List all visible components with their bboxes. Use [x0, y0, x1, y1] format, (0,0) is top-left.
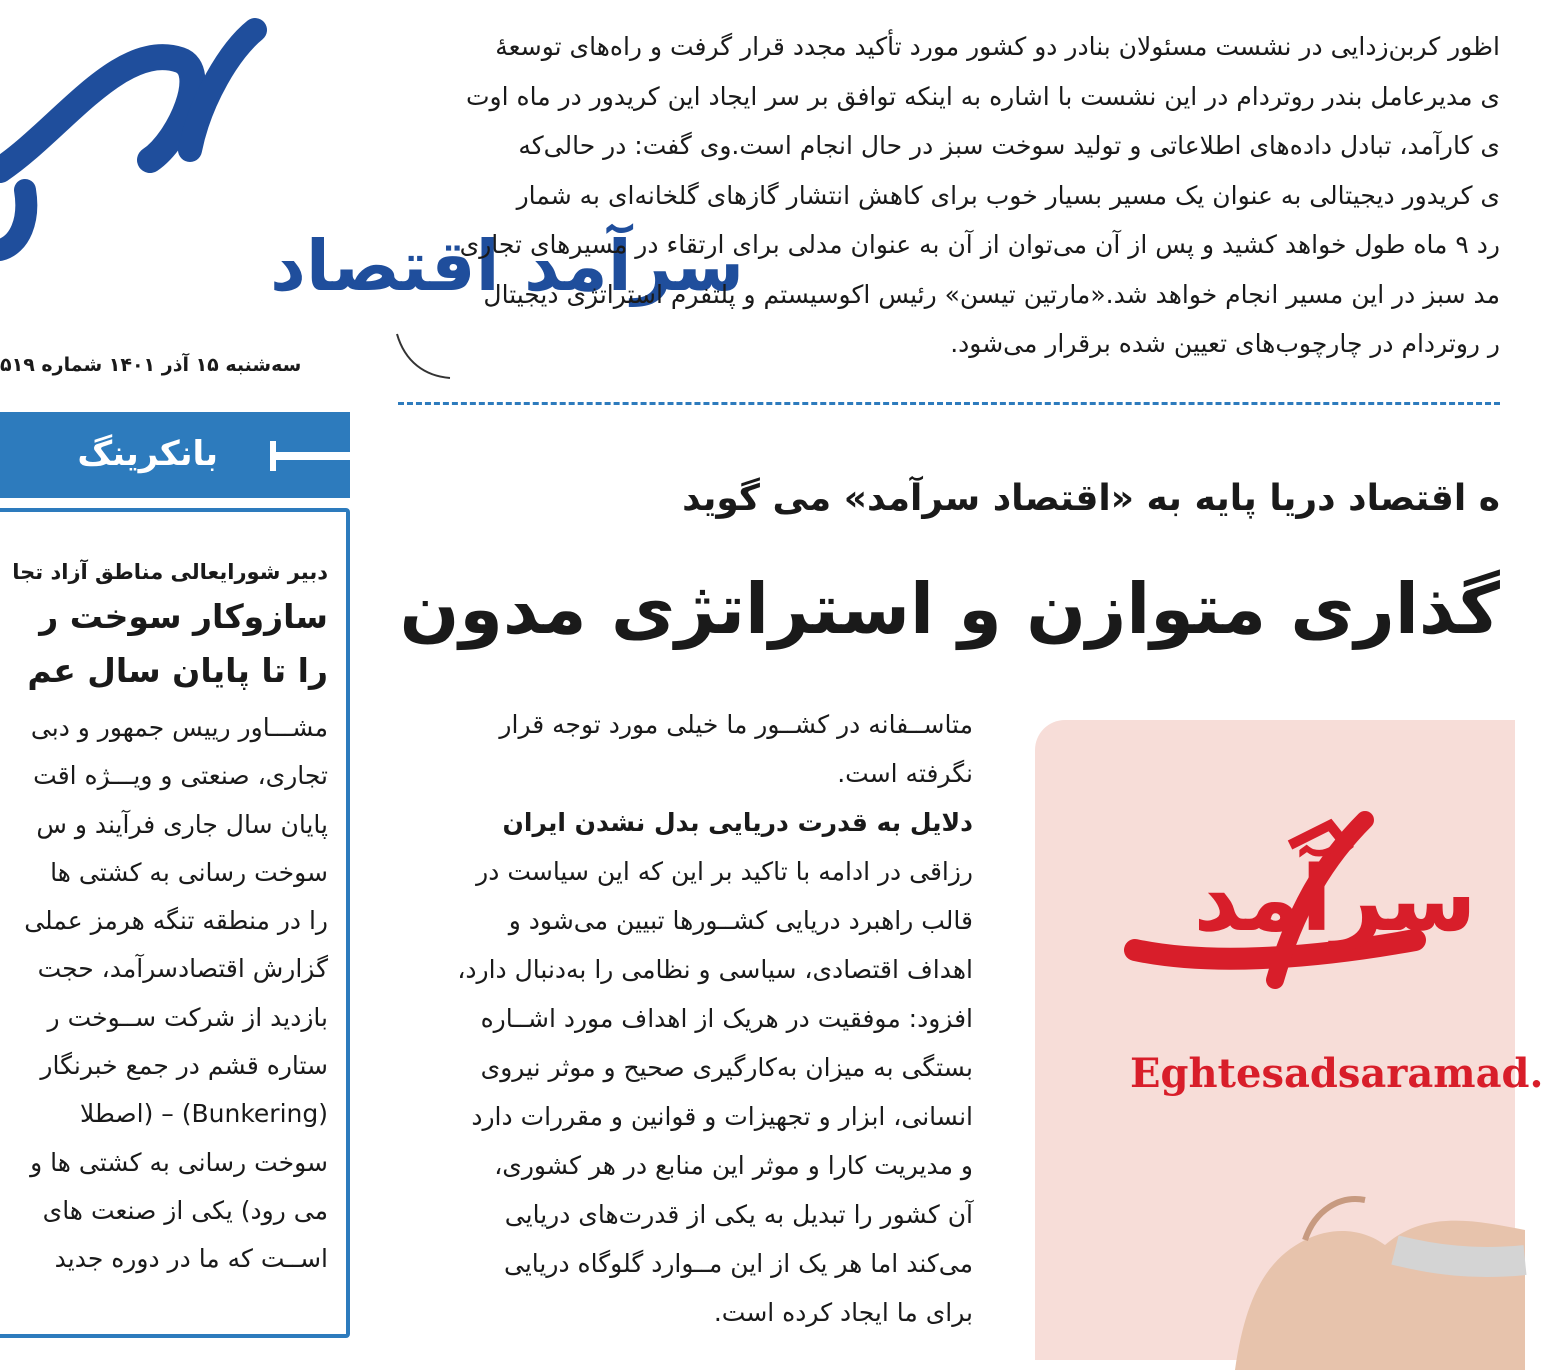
- website-url: Eghtesadsaramad.: [1130, 1050, 1543, 1097]
- sidebar-body-line: (Bunkering) – (اصطلا: [79, 1099, 328, 1129]
- sidebar-body-line: تجاری، صنعتی و ویـــژه اقت: [33, 761, 328, 791]
- issue-date-number: سه‌شنبه ۱۵ آذر ۱۴۰۱ شماره ۵۱۹: [0, 354, 302, 376]
- logo-text: سرآمد اقتصاد: [270, 225, 745, 307]
- sidebar-headline: [0, 590, 328, 698]
- sidebar-article: [0, 560, 328, 1284]
- logo-stroke-left: [0, 190, 26, 250]
- logo-swash-right: [190, 30, 255, 150]
- main-kicker: ه اقتصاد دریا پایه به «اقتصاد سرآمد» می گوید: [682, 478, 1500, 519]
- main-paragraph-line: بستگی به میزان به‌کارگیری صحیح و موثر نیروی: [480, 1053, 973, 1082]
- dashed-divider: [398, 402, 1500, 405]
- main-paragraph-line: می‌کند اما هر یک از این مــوارد گلوگاه دریایی: [504, 1249, 973, 1278]
- section-tick-decoration: [270, 441, 276, 471]
- main-paragraph-line: آن کشور را تبدیل به یکی از قدرت‌های دریایی: [504, 1200, 973, 1229]
- corner-curve-decoration: [395, 332, 455, 382]
- main-subheading: دلایل به قدرت دریایی بدل نشدن ایران: [502, 808, 973, 837]
- top-article: [430, 22, 1500, 369]
- section-band: [0, 412, 350, 498]
- saramad-logo-text: سرآمد: [1193, 847, 1477, 952]
- sidebar-body-line: سوخت رسانی به کشتی ها و: [30, 1147, 328, 1177]
- sidebar-headline-line: سازوکار سوخت ر: [39, 597, 328, 636]
- main-paragraph-line: قالب راهبرد دریایی کشــورها تبیین می‌شود و: [508, 906, 973, 935]
- main-paragraph-line: رزاقی در ادامه با تاکید بر این که این سیاست در: [476, 857, 973, 886]
- hand-illustration: [1195, 1150, 1525, 1370]
- sidebar-body: [0, 704, 328, 1284]
- sidebar-body-line: اســت که ما در دوره جدید: [54, 1244, 328, 1274]
- main-paragraph-line: اهداف اقتصادی، سیاسی و نظامی را به‌دنبال دارد،: [457, 955, 973, 984]
- sidebar-headline-line: را تا پایان سال عم: [27, 651, 328, 690]
- sidebar-body-line: مشـــاور رییس جمهور و دبی: [30, 713, 328, 742]
- main-paragraph-line: متاســفانه در کشــور ما خیلی مورد توجه قرار: [499, 710, 973, 739]
- logo-swash-top: [0, 57, 192, 170]
- sidebar-body-line: سوخت رسانی به کشتی ها: [50, 857, 328, 887]
- main-paragraph-line: افزود: موفقیت در هریک از اهداف مورد اشــاره: [480, 1004, 973, 1033]
- top-article-line: ی کریدور دیجیتالی به عنوان یک مسیر بسیار خوب برای کاهش انتشار گازهای گلخانه‌ای به شمار: [516, 180, 1500, 210]
- saramad-logo: [1115, 790, 1477, 1030]
- sidebar-body-line: بازدید از شرکت ســوخت ر: [47, 1002, 328, 1032]
- masthead-logo: [0, 20, 745, 320]
- main-headline: گذاری متوازن و استراتژی مدون: [399, 568, 1500, 650]
- top-article-line: ی مدیرعامل بندر روتردام در این نشست با اشاره به اینکه توافق بر سر ایجاد این کریدور در ماه اوت: [466, 81, 1500, 111]
- top-article-line: مد سبز در این مسیر انجام خواهد شد.«مارتین تیسن» رئیس اکوسیستم و پلتفرم استراتژی دیجیتال: [483, 279, 1500, 309]
- sidebar-kicker: دبیر شورایعالی مناطق آزاد تجا: [12, 560, 328, 584]
- main-paragraph-line: انسانی، ابزار و تجهیزات و قوانین و مقررات دارد: [471, 1102, 973, 1131]
- main-article-body: [398, 700, 973, 1327]
- main-paragraph-line: نگرفته است.: [837, 759, 973, 788]
- main-paragraph-line: و مدیریت کارا و موثر این منابع در هر کشوری،: [494, 1151, 973, 1180]
- top-article-line: اظور کربن‌زدایی در نشست مسئولان بنادر دو کشور مورد تأکید مجدد قرار گرفت و راه‌های توسعهٔ: [495, 32, 1500, 61]
- sidebar-body-line: گزارش اقتصادسرآمد، حجت: [37, 954, 328, 984]
- sidebar-body-line: پایان سال جاری فرآیند و س: [36, 809, 328, 839]
- sidebar-body-line: ستاره قشم در جمع خبرنگار: [40, 1051, 328, 1081]
- article-photo: [1035, 720, 1543, 1360]
- top-article-line: رد ۹ ماه طول خواهد کشید و پس از آن می‌توان از آن به عنوان مدلی برای ارتقاء در مسیرهای تجاری: [459, 230, 1500, 259]
- top-article-line: ی کارآمد، تبادل داده‌های اطلاعاتی و تولید سوخت سبز در حال انجام است.وی گفت: در حالی‌که: [518, 131, 1500, 160]
- sidebar-body-line: می رود) یکی از صنعت های: [42, 1195, 328, 1225]
- section-bar-decoration: [272, 452, 350, 460]
- main-paragraph-line: برای ما ایجاد کرده است.: [713, 1298, 973, 1327]
- top-article-line: ر روتردام در چارچوب‌های تعیین شده برقرار می‌شود.: [950, 329, 1500, 358]
- section-title: بانکرینگ: [77, 434, 218, 474]
- sidebar-body-line: را در منطقه تنگه هرمز عملی: [24, 906, 328, 936]
